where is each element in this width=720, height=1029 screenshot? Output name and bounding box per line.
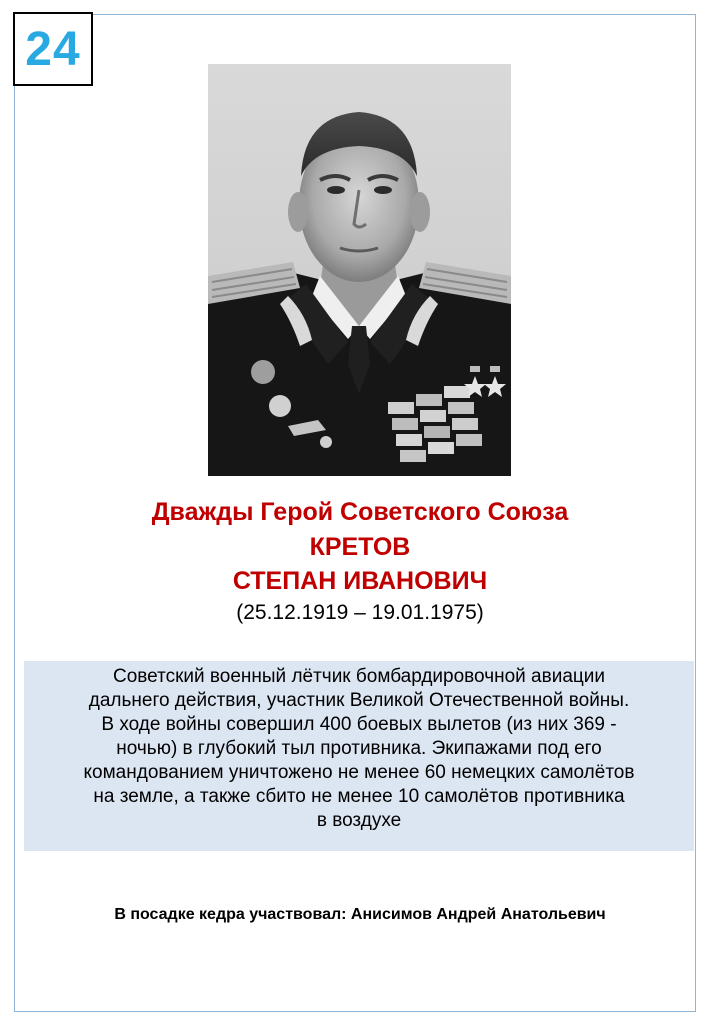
hero-dates: (25.12.1919 – 19.01.1975) [236,601,484,624]
hero-surname: КРЕТОВ [309,533,411,561]
biography-panel [24,661,694,851]
biography-text [24,661,694,833]
hero-portrait-photo [208,64,511,476]
biography-line: дальнего действия, участник Великой Отечественной войны. [88,690,630,711]
biography-line: ночью) в глубокий тыл противника. Экипажами под его [116,738,602,759]
card-number: 24 [25,22,81,76]
hero-given-names: СТЕПАН ИВАНОВИЧ [232,567,488,595]
hero-title: Дважды Герой Советского Союза [151,498,569,526]
biography-line: командованием уничтожено не менее 60 немецких самолётов [83,762,635,783]
biography-line: на земле, а также сбито не менее 10 самолётов противника [93,786,625,807]
planting-participant: В посадке кедра участвовал: Анисимов Андрей Анатольевич [114,906,606,923]
card-number-box [13,12,93,86]
biography-line: в воздухе [316,810,402,831]
biography-line: В ходе войны совершил 400 боевых вылетов (из них 369 - [101,714,617,735]
biography-line: Советский военный лётчик бомбардировочной авиации [112,666,606,687]
